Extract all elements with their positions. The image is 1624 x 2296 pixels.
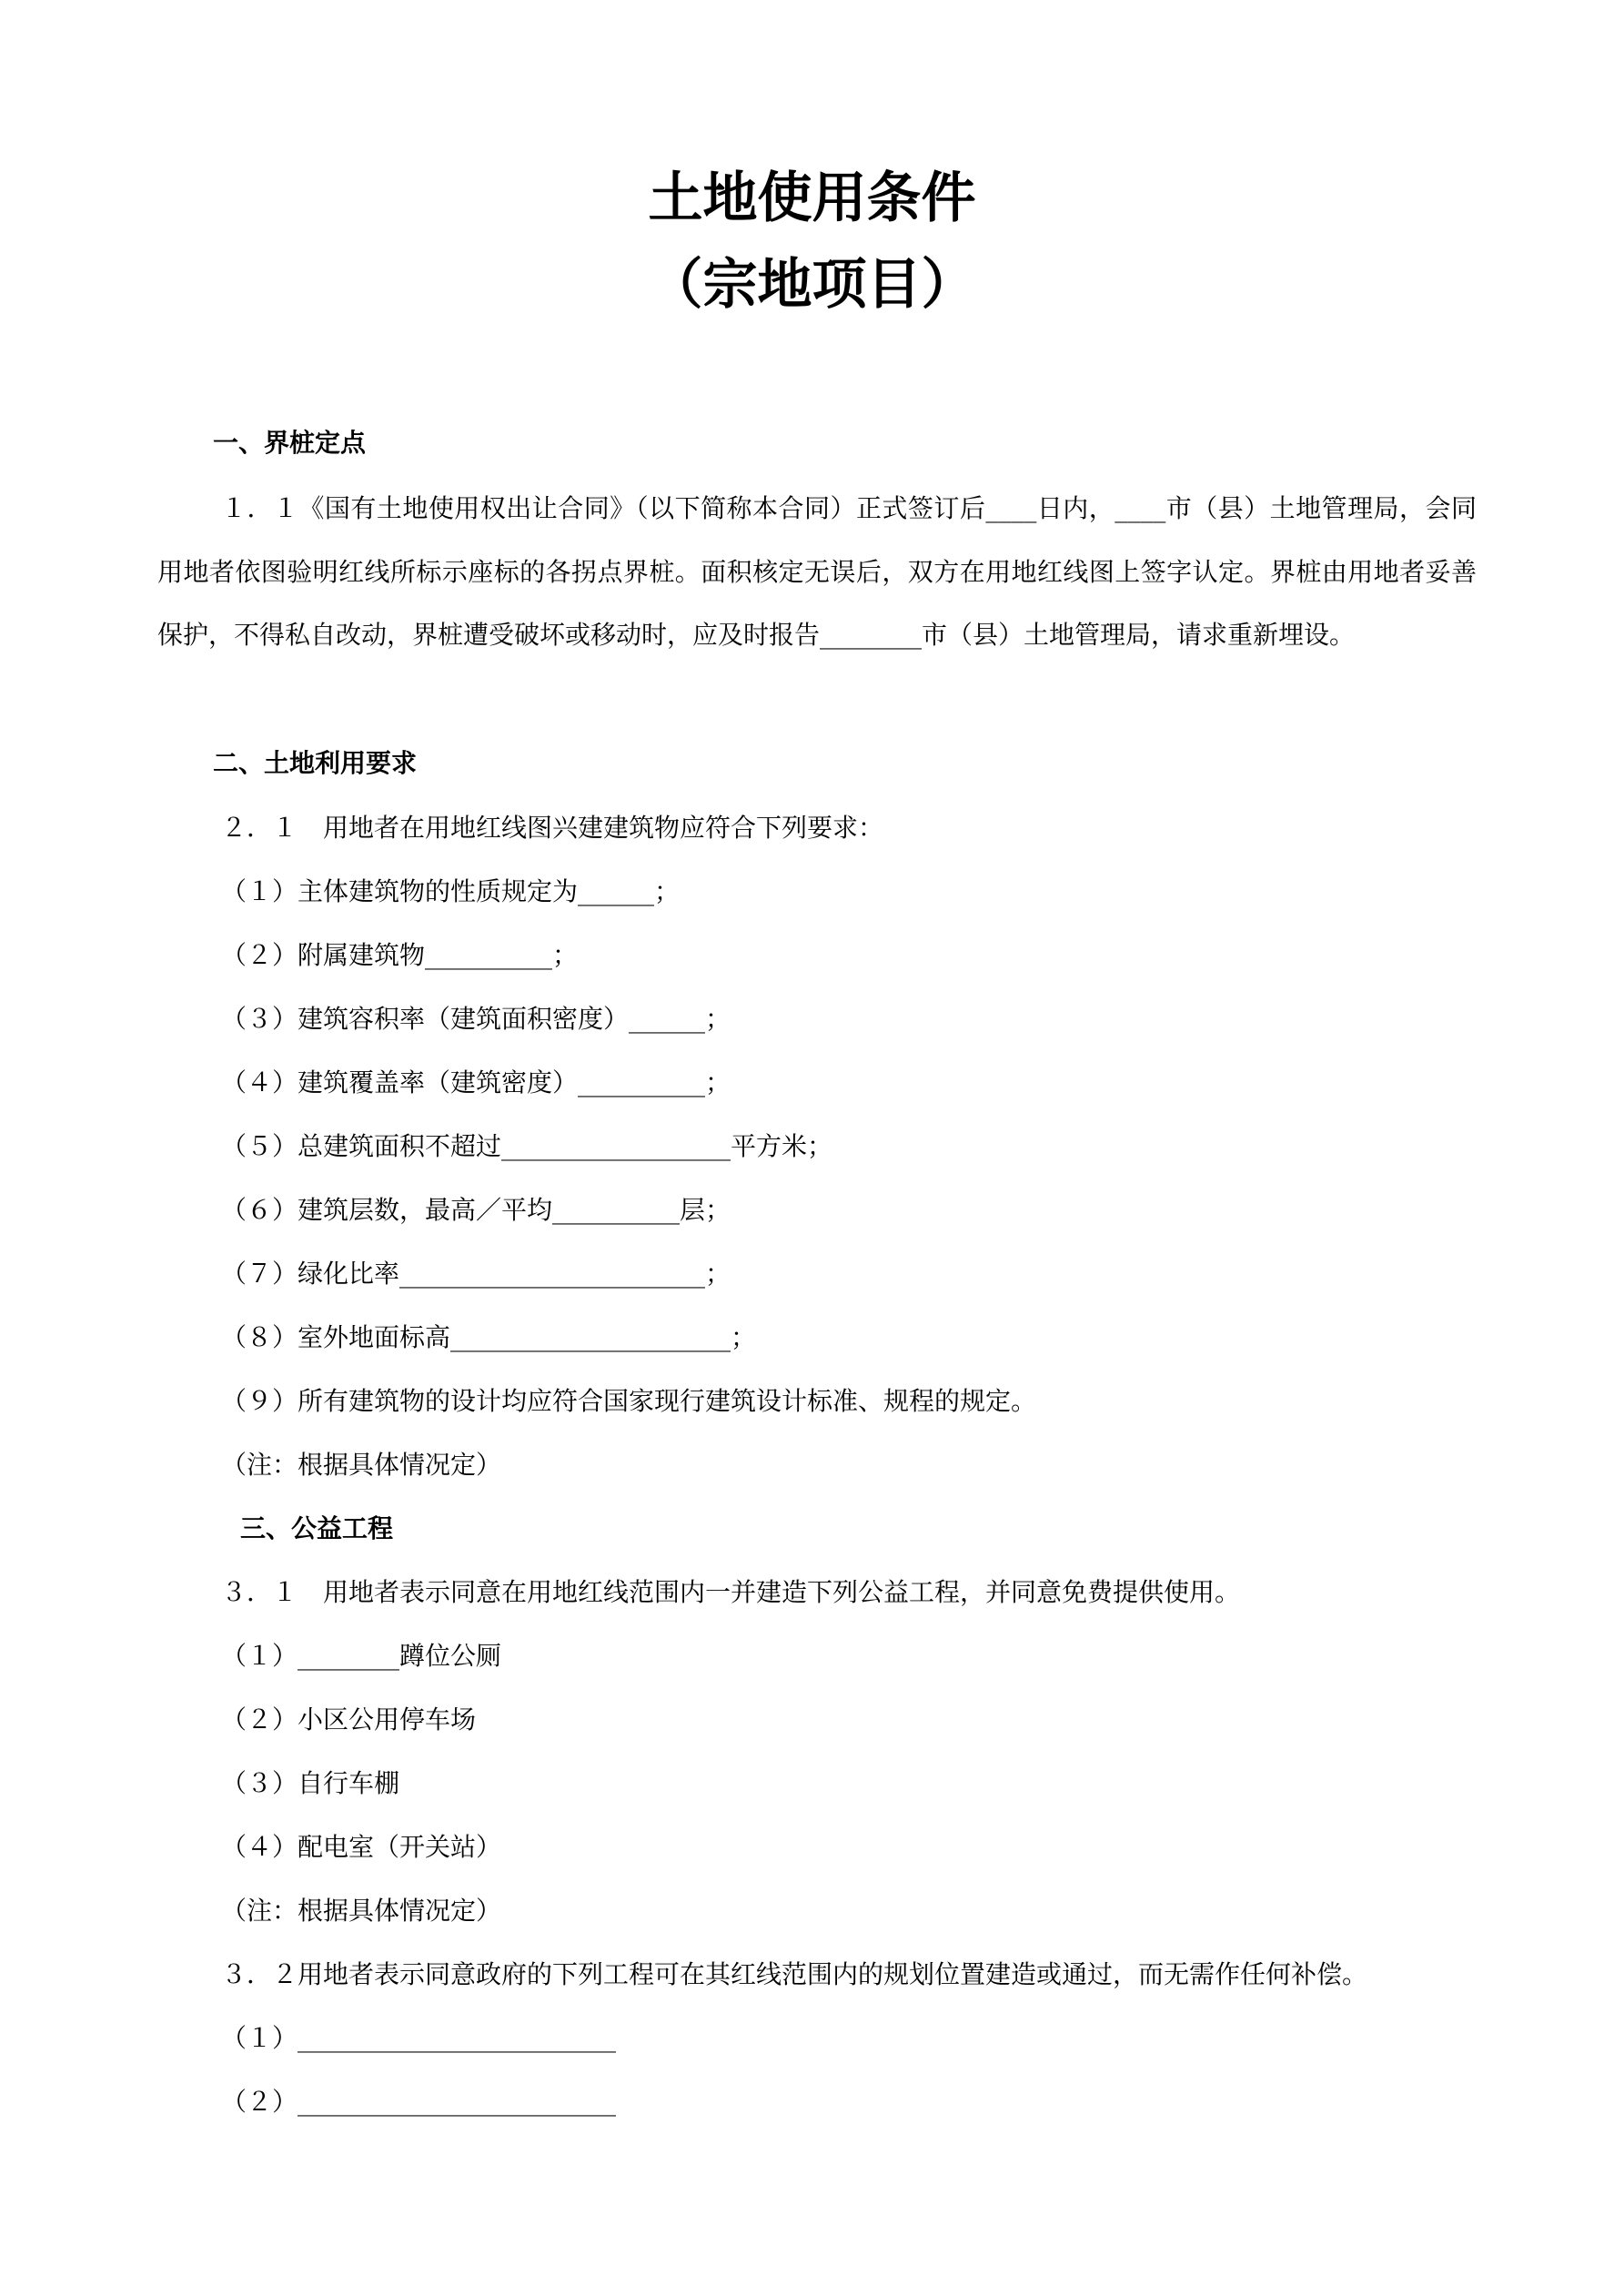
clause-2-1: ２．１ 用地者在用地红线图兴建建筑物应符合下列要求：	[221, 813, 884, 843]
list-item: （２）附属建筑物__________；	[221, 940, 579, 970]
list-item: （５）总建筑面积不超过__________________平方米；	[221, 1131, 833, 1161]
list-item: （３）自行车棚	[221, 1768, 400, 1798]
section-heading-3: 三、公益工程	[240, 1513, 394, 1543]
clause-3-2: ３．２用地者表示同意政府的下列工程可在其红线范围内的规划位置建造或通过，而无需作任何补偿。	[221, 1959, 1368, 1989]
list-item: （６）建筑层数，最高／平均__________层；	[221, 1195, 731, 1225]
list-item: （１）________蹲位公厕	[221, 1641, 502, 1671]
note: （注：根据具体情况定）	[221, 1896, 502, 1926]
document-subtitle: （宗地项目）	[648, 253, 976, 317]
list-item: （４）配电室（开关站）	[221, 1832, 502, 1862]
clause-1-1: １．１《国有土地使用权出让合同》（以下简称本合同）正式签订后____日内，____市（县）土地管理局，会同用地者依图验明红线所标示座标的各拐点界桩。面积核定无误后，双方在用地红线图上签字认定。界桩由用地者妥善保护，不得私自改动，界桩遭受破坏或移动时，应及时报告________市（县）土地管理局，请求重新埋设。	[157, 493, 1477, 650]
list-item: （２）小区公用停车场	[221, 1704, 477, 1735]
list-item: （３）建筑容积率（建筑面积密度）______；	[221, 1004, 731, 1034]
clause-3-1: ３．１ 用地者表示同意在用地红线范围内一并建造下列公益工程，并同意免费提供使用。	[221, 1577, 1241, 1607]
list-item: （９）所有建筑物的设计均应符合国家现行建筑设计标准、规程的规定。	[221, 1386, 1037, 1416]
list-item: （４）建筑覆盖率（建筑密度）__________；	[221, 1067, 731, 1097]
section-heading-1: 一、界桩定点	[213, 428, 367, 458]
section-heading-2: 二、土地利用要求	[213, 748, 418, 778]
document-title: 土地使用条件	[648, 167, 976, 230]
note: （注：根据具体情况定）	[221, 1450, 502, 1480]
list-item: （１）主体建筑物的性质规定为______；	[221, 876, 681, 906]
list-item: （８）室外地面标高______________________；	[221, 1322, 757, 1352]
list-item: （２）_________________________	[221, 2087, 617, 2117]
list-item: （１）_________________________	[221, 2023, 617, 2053]
list-item: （７）绿化比率________________________；	[221, 1259, 731, 1289]
